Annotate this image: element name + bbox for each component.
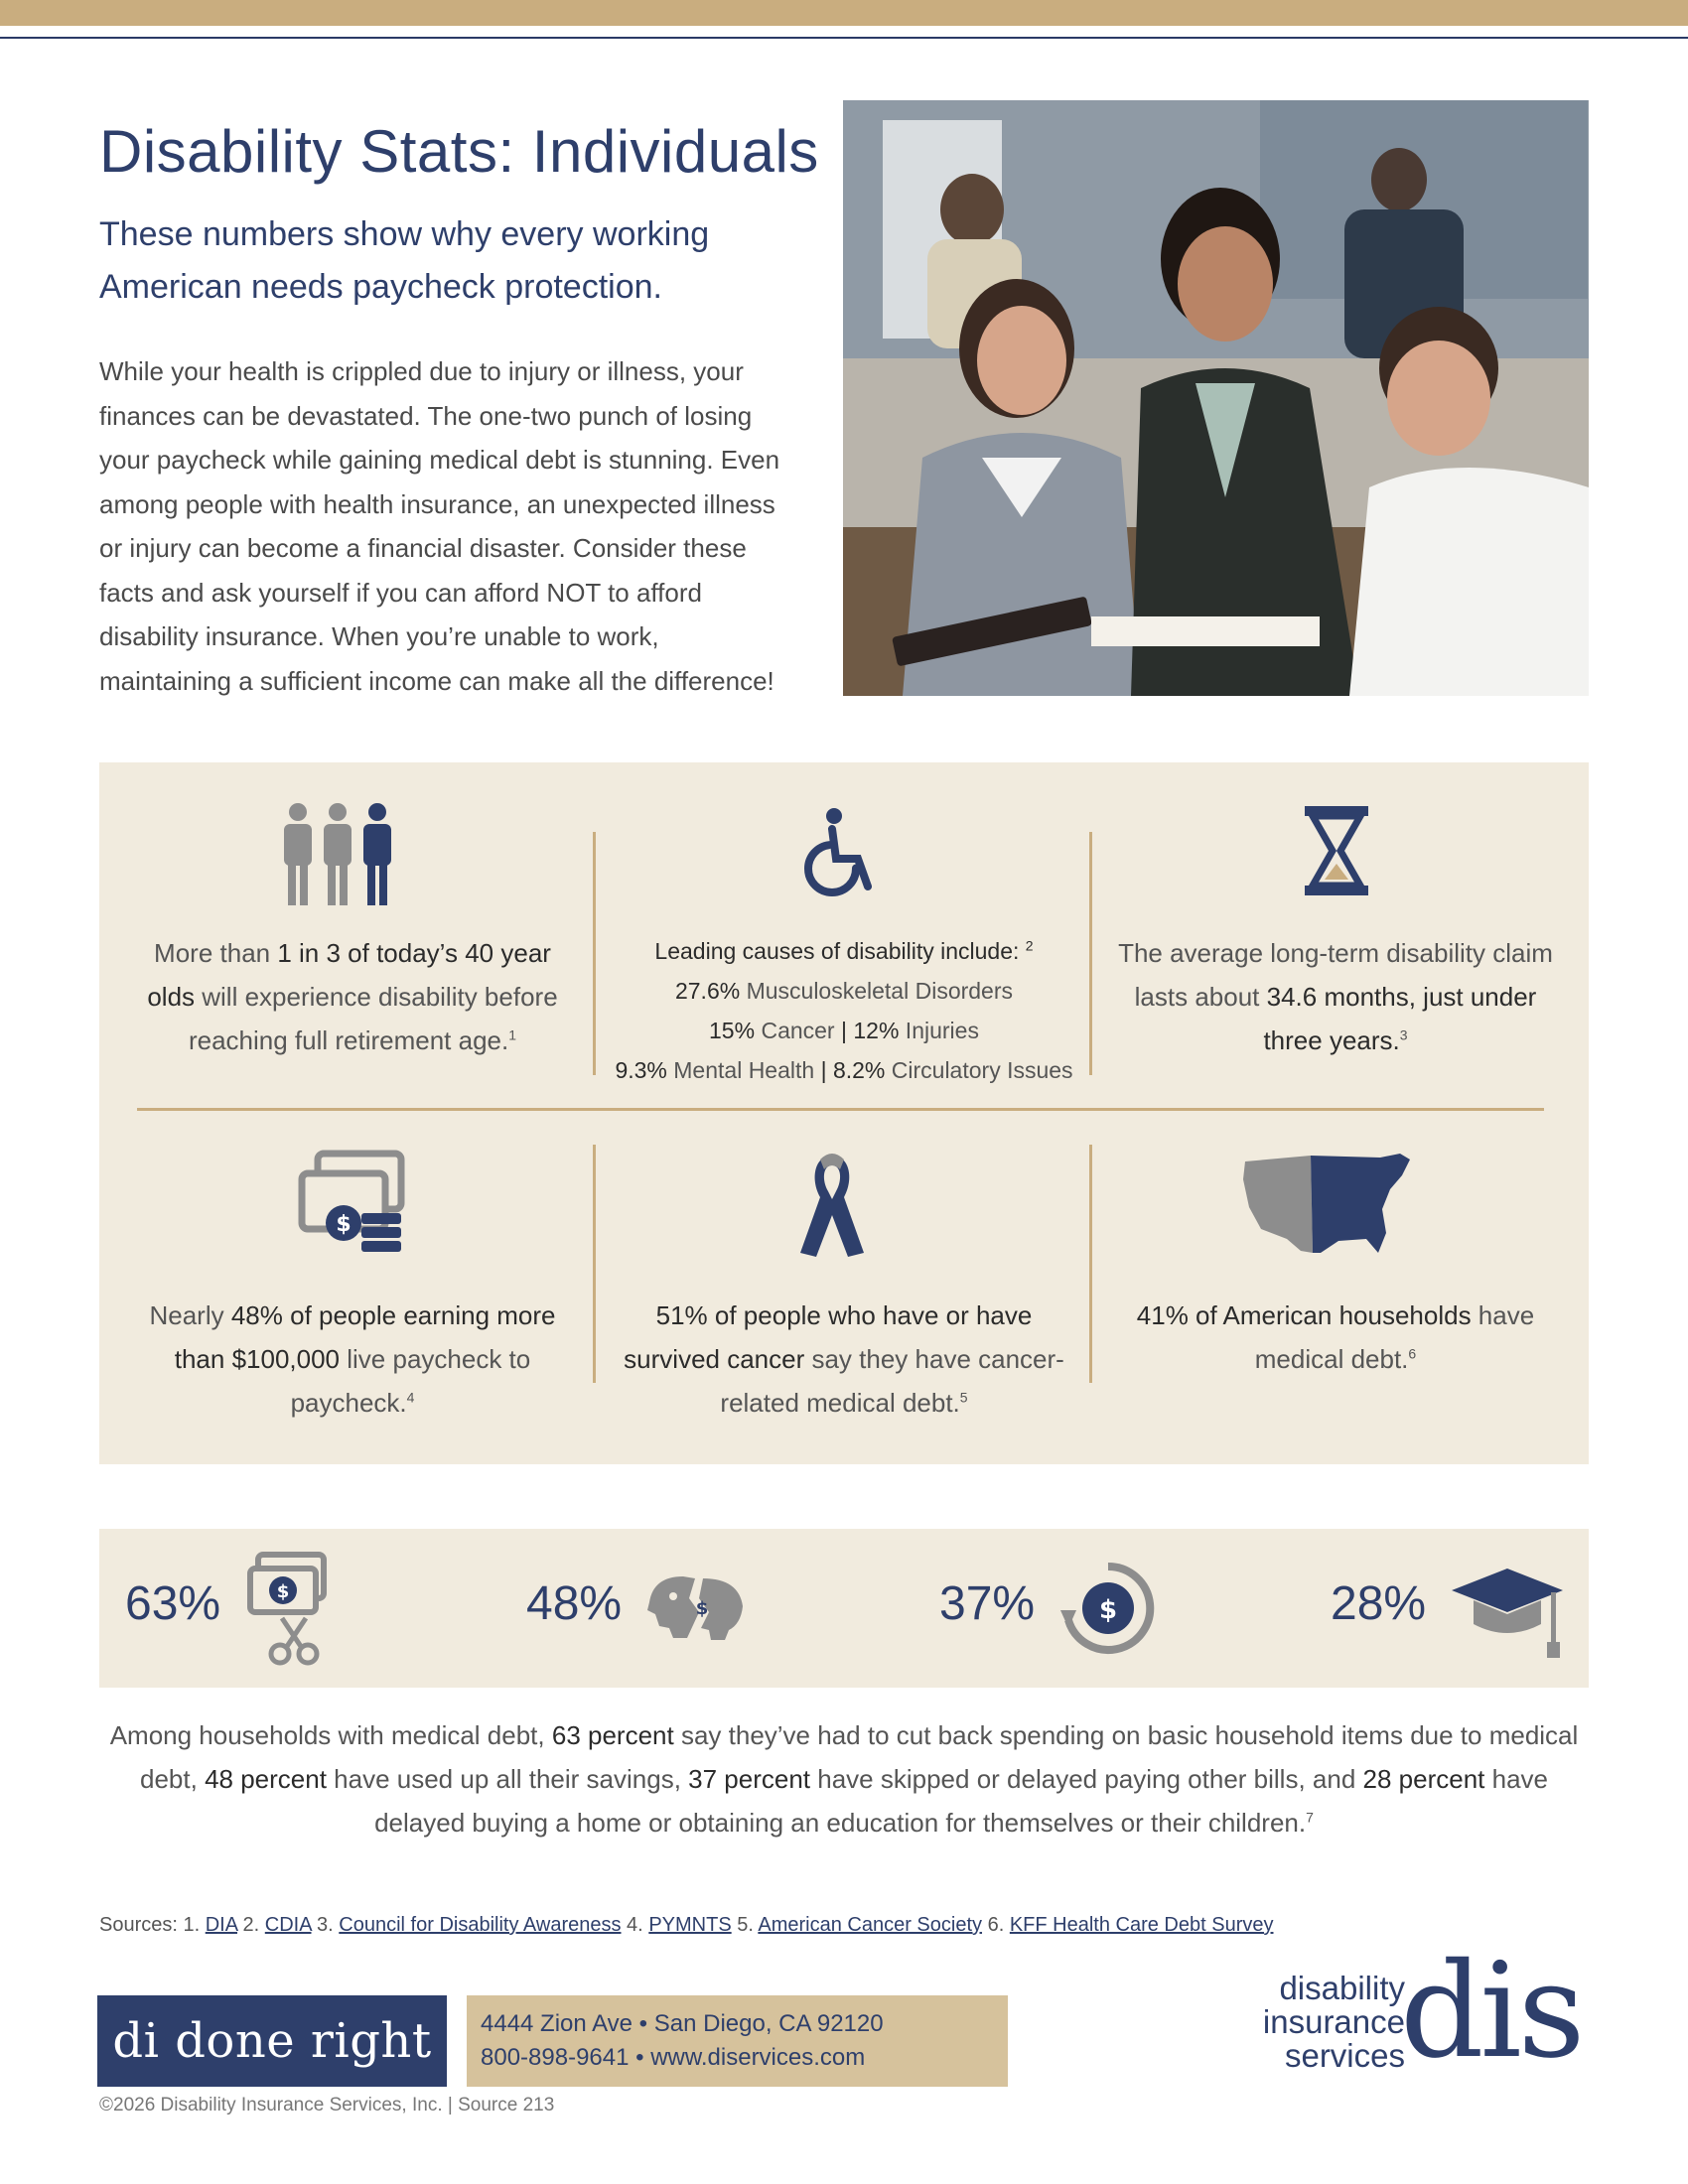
broken-piggy-bank-icon-symbol: $ — [695, 1598, 709, 1619]
us-map-icon — [1241, 1150, 1420, 1257]
divider-horizontal — [137, 1108, 1544, 1111]
company-logo-words: disability insurance services — [1262, 1970, 1405, 2074]
budget-cut-icon — [246, 1551, 332, 1666]
hourglass-icon — [1301, 806, 1372, 895]
source-link-cda[interactable]: Council for Disability Awareness — [339, 1914, 622, 1936]
pct-28: 28% — [1331, 1577, 1427, 1630]
money-stack-icon — [298, 1150, 407, 1259]
stat-1-text: More than 1 in 3 of today’s 40 year olds will experience disability before reaching full retirement age.$^1$ — [147, 938, 558, 1055]
payment-cycle-icon-symbol: $ — [1098, 1595, 1118, 1625]
source-link-cdia[interactable]: CDIA — [264, 1914, 312, 1936]
people-icon — [278, 802, 402, 906]
company-logo-mark: dis — [1400, 1935, 1582, 2088]
hero-photo-illustration — [843, 100, 1589, 696]
source-link-acs[interactable]: American Cancer Society — [758, 1914, 983, 1936]
source-link-dia[interactable]: DIA — [205, 1914, 237, 1936]
budget-cut-icon-symbol: $ — [276, 1581, 290, 1602]
pct-63: 63% — [125, 1577, 221, 1630]
intro-paragraph: While your health is crippled due to injury or illness, your finances can be devastated. The one-two punch of losing your paycheck while gaining medical debt is stunning. Even among people with health insurance, an unexpected illness or injury can become a financial disaster. Consider these facts and ask yourself if you can afford NOT to afford disability insurance. When you’re unable to work, maintaining a sufficient income can make all the difference! — [99, 356, 780, 696]
sources-line: Sources: 1. DIA 2. CDIA 3. Council for Disability Awareness 4. PYMNTS 5. American Cancer Society 6. KFF Health Care Debt Survey — [99, 1914, 1274, 1936]
payment-cycle-icon — [1058, 1559, 1158, 1658]
page-subtitle: These numbers show why every working American needs paycheck protection. — [99, 215, 710, 306]
pct-37: 37% — [939, 1577, 1036, 1630]
money-stack-icon-symbol: $ — [336, 1212, 352, 1237]
stat-4-text: Nearly 48% of people earning more than $100,000 live paycheck to paycheck.$^4$ — [149, 1300, 556, 1418]
pct-48: 48% — [526, 1577, 623, 1630]
stat-2-causes: Leading causes of disability include: $^2$ 27.6% Musculoskeletal Disorders 15% Cancer | 12% Injuries 9.3% Mental Health | 8.2% Circulatory Issues — [615, 937, 1073, 1083]
cancer-ribbon-icon — [794, 1150, 870, 1261]
stats-panel — [99, 762, 1589, 1464]
source-link-kff[interactable]: KFF Health Care Debt Survey — [1009, 1914, 1274, 1936]
tagline-box: di done right — [97, 1995, 447, 2087]
broken-piggy-bank-icon — [643, 1569, 749, 1644]
stat-6-text: 41% of American households have medical debt.$^6$ — [1136, 1300, 1535, 1374]
divider-vertical-4 — [1089, 1145, 1092, 1383]
hero-photo — [843, 100, 1589, 696]
graduation-cap-icon — [1448, 1563, 1565, 1662]
wheelchair-icon — [802, 807, 882, 898]
stat-3-text: The average long-term disability claim lasts about 34.6 months, just under three years.$^3$ — [1118, 938, 1553, 1055]
contact-phone-web[interactable]: 800-898-9641 • www.diservices.com — [481, 2044, 866, 2071]
source-link-pymnts[interactable]: PYMNTS — [648, 1914, 732, 1936]
page-title: Disability Stats: Individuals — [99, 118, 819, 185]
contact-address: 4444 Zion Ave • San Diego, CA 92120 — [481, 2010, 884, 2037]
top-gold-bar — [0, 0, 1688, 26]
contact-box — [467, 1995, 1008, 2087]
top-rule — [0, 37, 1688, 39]
stat-5-text: 51% of people who have or have survived cancer say they have cancer-related medical debt.$^5$ — [624, 1300, 1064, 1418]
copyright: ©2026 Disability Insurance Services, Inc. | Source 213 — [99, 2095, 555, 2116]
percent-band — [99, 1529, 1589, 1688]
medical-debt-summary: Among households with medical debt, 63 percent say they’ve had to cut back spending on basic household items due to medical debt, 48 percent have used up all their savings, 37 percent have skipped or delayed paying other bills, and 28 percent have delayed buying a home or obtaining an education for themselves or their children.$^7$ — [109, 1720, 1579, 1838]
divider-vertical-3 — [593, 1145, 596, 1383]
